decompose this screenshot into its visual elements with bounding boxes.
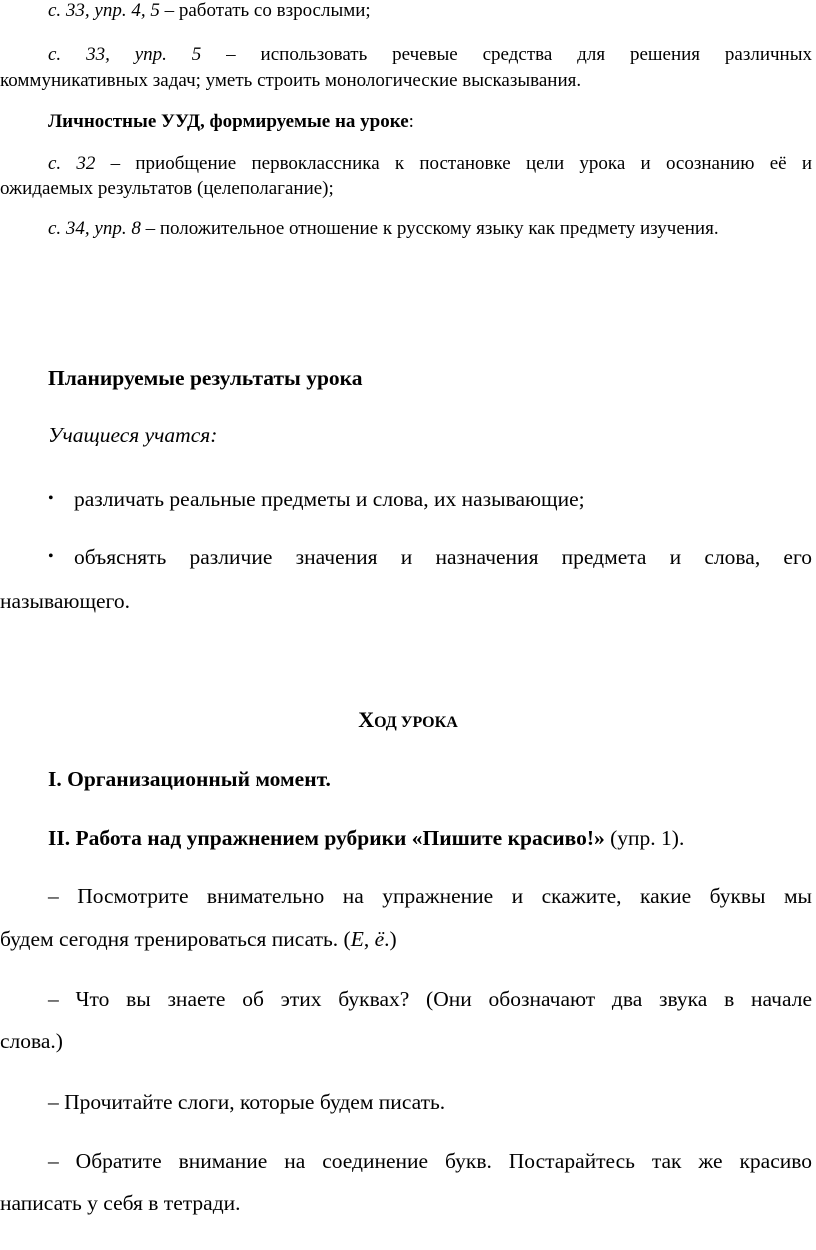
letter-yo: ё	[374, 927, 385, 951]
objective-text: – использовать речевые средства для решения различных	[201, 44, 812, 65]
exercise-reference: с. 32	[48, 153, 96, 174]
letter-e: Е	[350, 927, 364, 951]
result-item-2-cont	[0, 589, 816, 614]
personal-uud-heading: Личностные УУД, формируемые на уроке:	[48, 111, 414, 132]
question-4: – Обратите внимание на соединение букв. Постарайтесь так же красиво	[48, 1149, 812, 1173]
exercise-reference: с. 33, упр. 4, 5	[48, 0, 160, 21]
question-2-cont: слова.)	[0, 1029, 63, 1053]
question-1-cont: будем сегодня тренироваться писать. (Е, ё.)	[0, 927, 397, 951]
learners-label: Учащиеся учатся:	[48, 423, 218, 447]
bullet-icon: •	[48, 490, 54, 507]
result-item-text: различать реальные предметы и слова, их называющие;	[74, 487, 585, 511]
exercise-reference: с. 34, упр. 8	[48, 218, 141, 239]
bullet-icon: •	[48, 548, 54, 565]
personal-line-goal	[48, 153, 812, 175]
objective-text: коммуникативных задач; уметь строить монологические высказывания.	[0, 70, 582, 91]
question-1: – Посмотрите внимательно на упражнение и скажите, какие буквы мы	[48, 884, 812, 908]
objective-text: – положительное отношение к русскому языку как предмету изучения.	[140, 218, 719, 239]
question-4-cont: написать у себя в тетради.	[0, 1191, 241, 1215]
stage-2-heading: II. Работа над упражнением рубрики «Пишите красиво!» (упр. 1).	[48, 826, 685, 850]
objective-line-speech-cont	[0, 70, 816, 92]
objective-line-speech	[48, 44, 812, 66]
lesson-title: ХОД УРОКА	[358, 707, 458, 732]
objective-line-adults	[48, 0, 816, 22]
exercise-reference: с. 33, упр. 5	[48, 44, 202, 65]
question-2: – Что вы знаете об этих буквах? (Они обозначают два звука в начале	[48, 987, 812, 1011]
question-3: – Прочитайте слоги, которые будем писать.	[48, 1090, 446, 1114]
objective-text: – работать со взрослыми;	[159, 0, 371, 21]
stage-1-heading: I. Организационный момент.	[48, 767, 331, 791]
personal-line-attitude	[48, 218, 816, 240]
result-item-text: объяснять различие значения и назначения предмета и слова, его	[74, 545, 812, 569]
section-heading: Личностные УУД, формируемые на уроке	[48, 111, 409, 132]
result-item-text: называющего.	[0, 589, 130, 613]
objective-text: ожидаемых результатов (целеполагание);	[0, 178, 334, 199]
personal-line-goal-cont	[0, 178, 816, 200]
objective-text: – приобщение первоклассника к постановке цели урока и осознанию её и	[95, 153, 812, 174]
results-heading: Планируемые результаты урока	[48, 366, 363, 390]
